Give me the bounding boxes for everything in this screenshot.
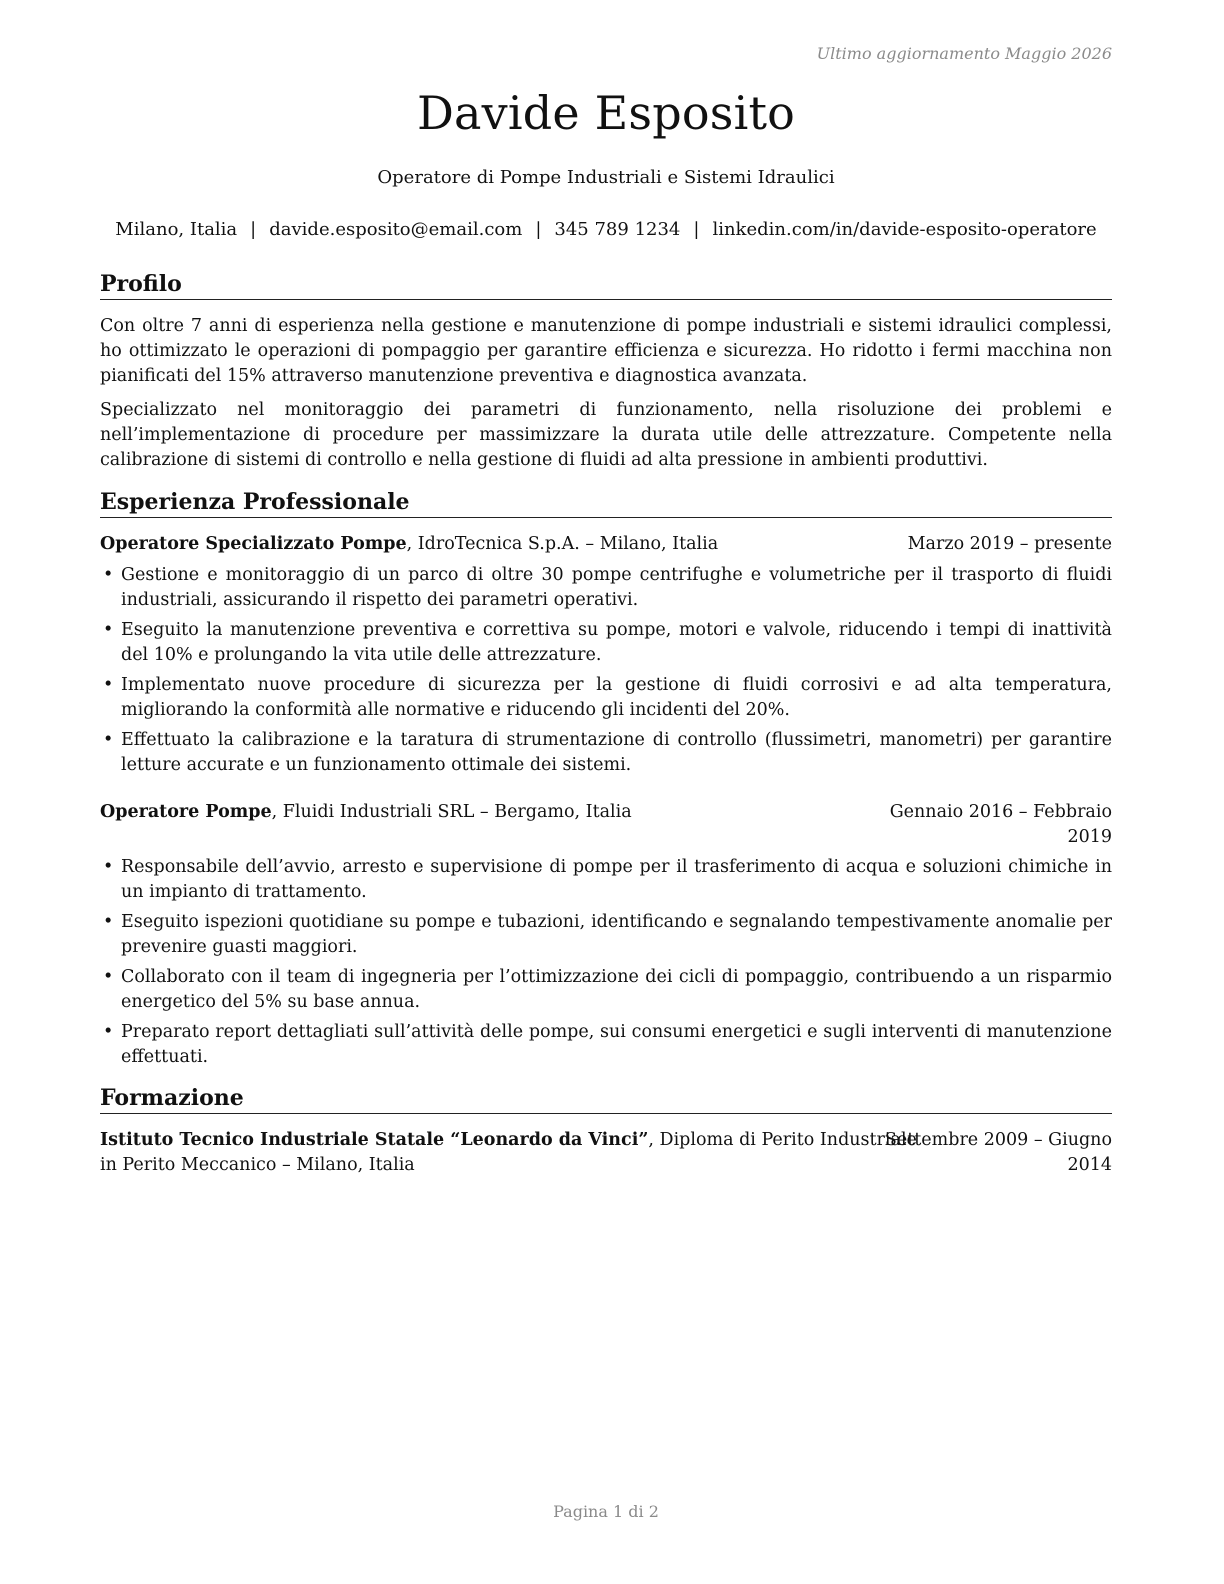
page-number: Pagina 1 di 2: [553, 1502, 659, 1521]
resume-page: [100, 0, 1112, 1584]
job-dates: Marzo 2019 – presente: [907, 534, 1112, 554]
section-heading-profile: Profilo: [100, 269, 1112, 300]
list-item: • Preparato report dettagliati sull’attività delle pompe, sui consumi energetici e sugli interventi di manutenzione effettuati.: [103, 1022, 1112, 1067]
section-heading-education: Formazione: [100, 1083, 1112, 1114]
candidate-name: Davide Esposito: [416, 86, 796, 140]
job-role: Operatore Specializzato Pompe: [100, 534, 407, 554]
education-school: Istituto Tecnico Industriale Statale “Leonardo da Vinci”: [100, 1130, 649, 1150]
list-item: • Collaborato con il team di ingegneria per l’ottimizzazione dei cicli di pompaggio, contribuendo a un risparmio energetico del 5% su base annua.: [103, 967, 1112, 1012]
profile-paragraph: Specializzato nel monitoraggio dei parametri di funzionamento, nella risoluzione dei problemi e nell’implementazione di procedure per massimizzare la durata utile delle attrezzature. Competente nella calibrazione di sistemi di controllo e nella gestione di fluidi ad alta pressione in ambienti produttivi.: [100, 400, 1112, 470]
contact-phone[interactable]: 345 789 1234: [554, 219, 681, 240]
profile-paragraph: Con oltre 7 anni di esperienza nella gestione e manutenzione di pompe industriali e sistemi idraulici complessi, ho ottimizzato le operazioni di pompaggio per garantire efficienza e sicurezza. Ho ridotto i fermi macchina non pianificati del 15% attraverso manutenzione preventiva e diagnostica avanzata.: [100, 316, 1112, 386]
contact-linkedin[interactable]: linkedin.com/in/davide-esposito-operatore: [712, 219, 1097, 240]
bullet-icon: •: [103, 730, 114, 750]
bullet-icon: •: [103, 857, 114, 877]
contact-email[interactable]: davide.esposito@email.com: [269, 219, 523, 240]
job-role-company: [100, 532, 718, 557]
education-school-degree: [100, 1128, 917, 1178]
contact-separator: |: [693, 219, 700, 240]
job-company: , IdroTecnica S.p.A. – Milano, Italia: [406, 534, 719, 554]
job-role-company: [100, 800, 632, 825]
list-item: • Effettuato la calibrazione e la taratura di strumentazione di controllo (flussimetri, manometri) per garantire letture accurate e un funzionamento ottimale dei sistemi.: [103, 730, 1112, 775]
section-heading-experience: Esperienza Professionale: [100, 487, 1112, 518]
list-item: • Eseguito la manutenzione preventiva e correttiva su pompe, motori e valvole, riducendo i tempi di inattività del 10% e prolungando la vita utile delle attrezzature.: [103, 620, 1112, 665]
bullet-icon: •: [103, 565, 114, 585]
education-entry: [100, 1128, 1112, 1178]
bullet-icon: •: [103, 967, 114, 987]
job-bullets: [100, 563, 1112, 783]
education-degree: , Diploma di Perito Industriale: [648, 1130, 917, 1150]
contact-line: [100, 219, 1112, 240]
contact-location: Milano, Italia: [115, 219, 238, 240]
job-header: [100, 800, 1112, 850]
bullet-icon: •: [103, 675, 114, 695]
list-item: • Responsabile dell’avvio, arresto e supervisione di pompe per il trasferimento di acqua e soluzioni chimiche in un impianto di trattamento.: [103, 857, 1112, 902]
job-dates: Gennaio 2016 – Febbraio 2019: [889, 802, 1112, 847]
contact-separator: |: [535, 219, 542, 240]
last-updated: Ultimo aggiornamento Maggio 2026: [816, 44, 1112, 63]
contact-separator: |: [250, 219, 257, 240]
education-degree-continued: in Perito Meccanico – Milano, Italia: [100, 1155, 415, 1175]
list-item: • Implementato nuove procedure di sicurezza per la gestione di fluidi corrosivi e ad alta temperatura, migliorando la conformità alle normative e riducendo gli incidenti del 20%.: [103, 675, 1112, 720]
job-bullets: [100, 855, 1112, 1075]
education-dates: Settembre 2009 – Giugno 2014: [884, 1130, 1112, 1175]
job-title: Operatore di Pompe Industriali e Sistemi Idraulici: [377, 167, 835, 188]
bullet-icon: •: [103, 1022, 114, 1042]
bullet-icon: •: [103, 912, 114, 932]
job-company: , Fluidi Industriali SRL – Bergamo, Italia: [271, 802, 632, 822]
bullet-icon: •: [103, 620, 114, 640]
job-role: Operatore Pompe: [100, 802, 272, 822]
list-item: • Eseguito ispezioni quotidiane su pompe e tubazioni, identificando e segnalando tempestivamente anomalie per prevenire guasti maggiori.: [103, 912, 1112, 957]
list-item: • Gestione e monitoraggio di un parco di oltre 30 pompe centrifughe e volumetriche per il trasporto di fluidi industriali, assicurando il rispetto dei parametri operativi.: [103, 565, 1112, 610]
